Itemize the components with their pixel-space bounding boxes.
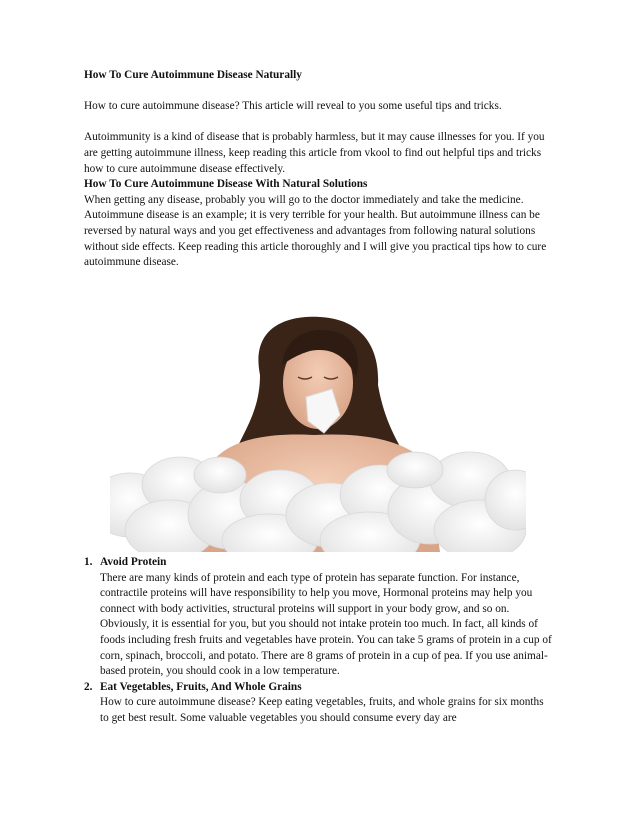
article-title: How To Cure Autoimmune Disease Naturally [84, 69, 302, 81]
paragraph-natural-solutions: When getting any disease, probably you will go to the doctor immediately and take the medicine. Autoimmune disease is an example; it is very terrible for your health. But autoimmune illness can be reversed by natural ways and you get effectiveness and advantages from following natural solutions without side effects. Keep reading this article thoroughly and I will give you practical tips how to cure autoimmune disease. [84, 193, 547, 269]
woman-with-tissues-illustration [110, 315, 526, 552]
tips-list [84, 555, 554, 727]
list-item [84, 680, 554, 727]
list-item-title: Eat Vegetables, Fruits, And Whole Grains [100, 680, 302, 693]
list-item-body: How to cure autoimmune disease? Keep eating vegetables, fruits, and whole grains for six months to get best result. Some valuable vegetables you should consume every day are [100, 696, 544, 724]
list-item-body: There are many kinds of protein and each type of protein has separate function. For instance, contractile proteins will have responsibility to help you move, Hormonal proteins may help you connect with body activities, structural proteins will support in your body grow, and so on. Obviously, it is essential for you, but you should not intake protein too much. In fact, all kinds of foods including fresh fruits and vegetables have protein. You can take 5 grams of protein in a cup of corn, spinach, broccoli, and potato. There are 8 grams of protein in a cup of pea. If you use animal-based protein, you should cook in a low temperature. [100, 571, 552, 678]
section-heading: How To Cure Autoimmune Disease With Natural Solutions [84, 178, 368, 191]
intro-paragraph: How to cure autoimmune disease? This article will reveal to you some useful tips and tricks. [84, 100, 502, 113]
list-item [84, 555, 554, 680]
article-photo [110, 315, 526, 552]
list-item-number: 2. [84, 680, 93, 693]
article-body [84, 68, 554, 271]
list-item-title: Avoid Protein [100, 556, 167, 568]
paragraph-autoimmunity: Autoimmunity is a kind of disease that is probably harmless, but it may cause illnesses for you. If you are getting autoimmune illness, keep reading this article from vkool to find out helpful tips and tricks how to cure autoimmune disease effectively. [84, 131, 545, 175]
list-item-number: 1. [84, 556, 93, 568]
